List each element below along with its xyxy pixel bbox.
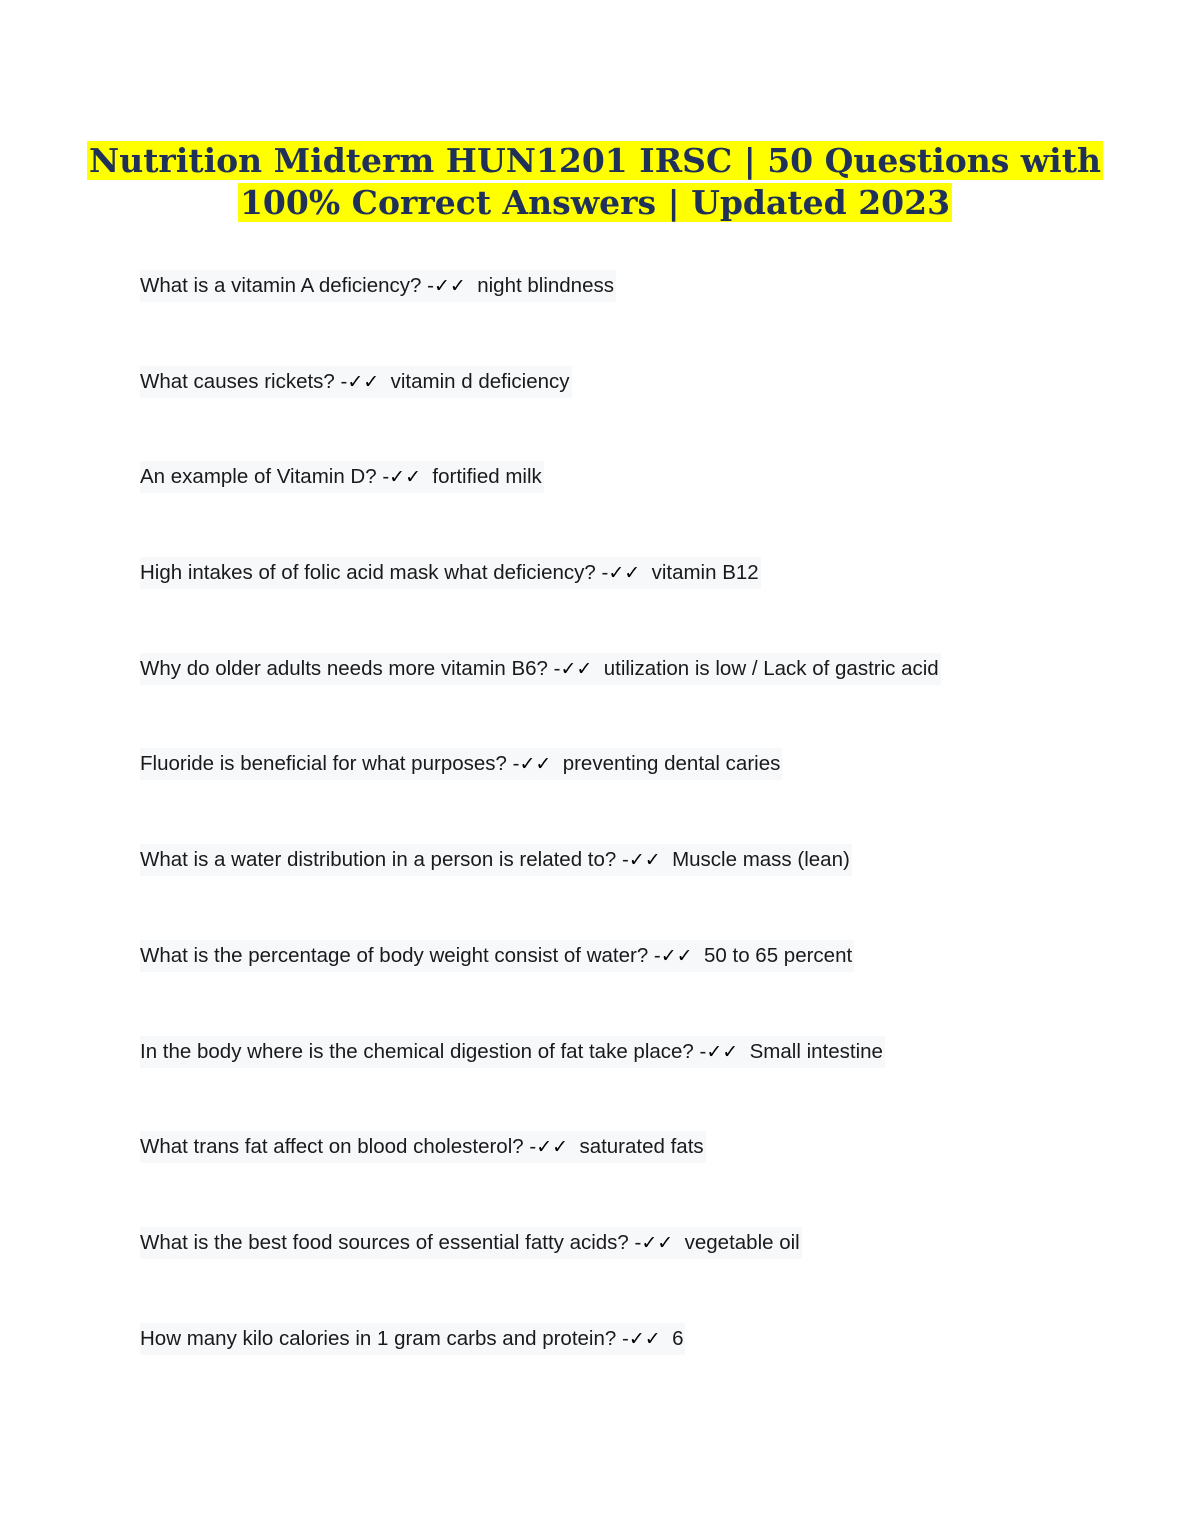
question-text: Fluoride is beneficial for what purposes? — [140, 752, 507, 776]
answer-text: fortified milk — [432, 465, 542, 489]
title-line-2: 100% Correct Answers | Updated 2023 — [239, 183, 951, 222]
question-text: What causes rickets? — [140, 369, 335, 393]
separator: - — [421, 274, 434, 297]
separator: - — [616, 848, 629, 872]
question-text: What is the percentage of body weight consist of water? — [140, 943, 649, 967]
answer-text: 6 — [672, 1326, 684, 1350]
qa-list — [140, 270, 1060, 1418]
question-text: Why do older adults needs more vitamin B6? — [140, 656, 548, 680]
check-icon: ✓✓ — [706, 1040, 739, 1063]
separator: - — [547, 656, 561, 680]
question-text: What is a water distribution in a person is related to? — [140, 848, 617, 872]
answer-text: preventing dental caries — [562, 752, 781, 776]
qa-item — [140, 1323, 1060, 1419]
question-text: High intakes of of folic acid mask what deficiency? — [140, 561, 596, 585]
answer-text: 50 to 65 percent — [704, 943, 853, 967]
qa-item — [140, 270, 1060, 366]
answer-text: vitamin d deficiency — [390, 369, 570, 393]
separator: - — [628, 1230, 642, 1254]
check-icon: ✓✓ — [347, 370, 380, 393]
qa-item — [140, 653, 1060, 749]
check-icon: ✓✓ — [628, 849, 661, 872]
answer-text: saturated fats — [579, 1135, 704, 1159]
qa-item — [140, 1227, 1060, 1323]
separator: - — [693, 1039, 707, 1063]
title-line-1: Nutrition Midterm HUN1201 IRSC | 50 Questions with — [89, 141, 1101, 180]
check-icon: ✓✓ — [560, 657, 593, 680]
separator: - — [506, 752, 520, 776]
qa-item — [140, 1131, 1060, 1227]
answer-text: Small intestine — [749, 1039, 883, 1063]
qa-item — [140, 844, 1060, 940]
page-title — [0, 140, 1190, 224]
qa-item — [140, 1036, 1060, 1132]
separator: - — [648, 943, 661, 967]
check-icon: ✓✓ — [536, 1136, 569, 1159]
qa-item — [140, 461, 1060, 557]
qa-item — [140, 940, 1060, 1036]
check-icon: ✓✓ — [628, 1327, 661, 1350]
answer-text: utilization is low / Lack of gastric acid — [603, 656, 939, 680]
separator: - — [376, 465, 390, 489]
question-text: In the body where is the chemical digestion of fat take place? — [140, 1039, 694, 1063]
qa-item — [140, 557, 1060, 653]
answer-text: Muscle mass (lean) — [672, 848, 850, 872]
check-icon: ✓✓ — [660, 944, 693, 967]
question-text: What is the best food sources of essential fatty acids? — [140, 1230, 629, 1254]
check-icon: ✓✓ — [389, 466, 422, 489]
qa-item — [140, 748, 1060, 844]
check-icon: ✓✓ — [519, 753, 552, 776]
check-icon: ✓✓ — [433, 275, 466, 297]
answer-text: vegetable oil — [684, 1230, 800, 1254]
question-text: An example of Vitamin D? — [140, 465, 377, 489]
question-text: How many kilo calories in 1 gram carbs and protein? — [140, 1326, 617, 1350]
separator: - — [616, 1326, 629, 1350]
separator: - — [523, 1135, 537, 1159]
answer-text: vitamin B12 — [651, 561, 759, 585]
question-text: What trans fat affect on blood cholesterol? — [140, 1135, 524, 1159]
answer-text: night blindness — [477, 274, 614, 297]
check-icon: ✓✓ — [641, 1231, 674, 1254]
check-icon: ✓✓ — [608, 562, 641, 585]
question-text: What is a vitamin A deficiency? — [140, 274, 422, 297]
separator: - — [334, 369, 348, 393]
separator: - — [595, 561, 609, 585]
qa-item — [140, 366, 1060, 462]
